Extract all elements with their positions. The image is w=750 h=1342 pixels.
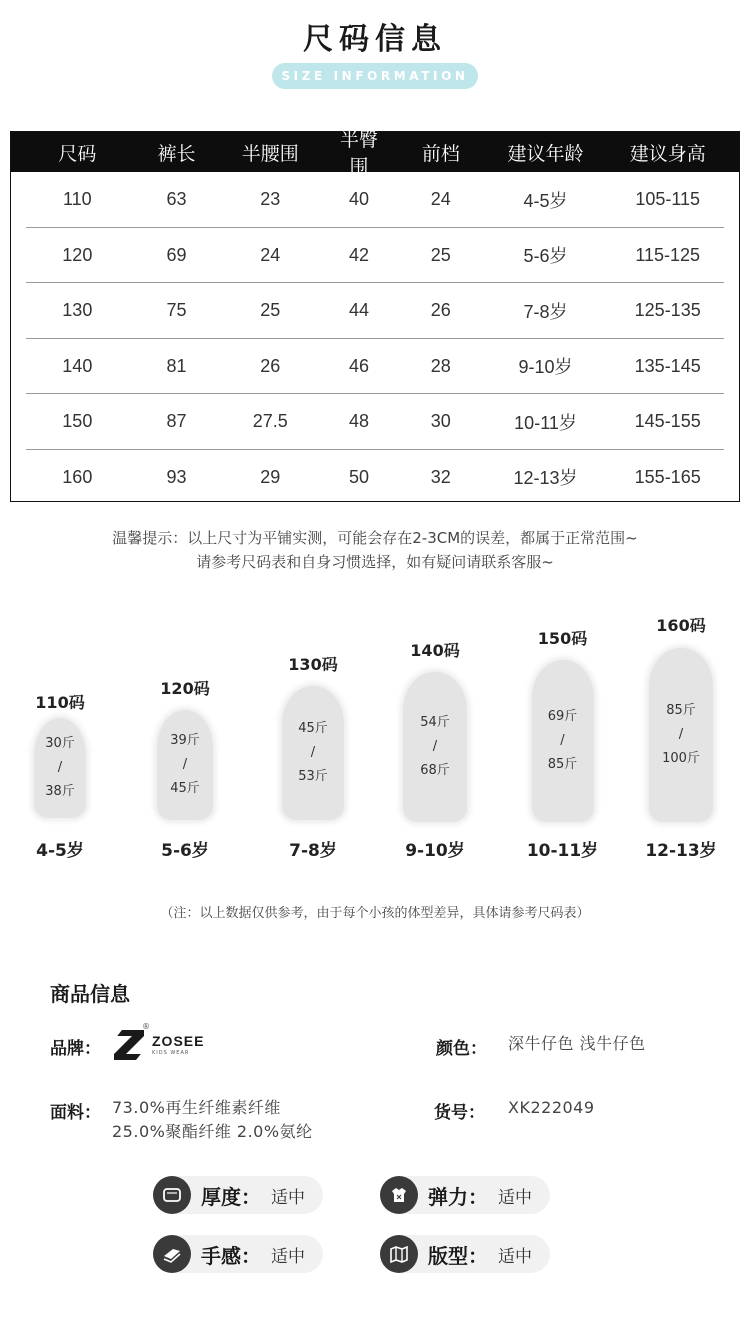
attribute-label: 版型：: [428, 1243, 488, 1268]
attribute-elasticity: [380, 1176, 550, 1214]
table-cell: 115-125: [635, 244, 701, 265]
color-value: 深牛仔色 浅牛仔色: [508, 1034, 646, 1053]
table-cell: 30: [430, 411, 451, 432]
figure-slash: /: [432, 739, 438, 754]
table-row: [11, 172, 739, 228]
header-cell-waist: 半腰围: [241, 142, 299, 165]
attribute-thickness: [153, 1176, 323, 1214]
sku-label: 货号：: [434, 1103, 485, 1123]
table-cell: 42: [349, 244, 370, 265]
brand-logo: [112, 1022, 222, 1066]
table-row: [11, 450, 739, 506]
table-cell: 28: [430, 355, 451, 376]
tip-line-1: 温馨提示：以上尺寸为平铺实测，可能会存在2-3CM的误差，都属于正常范围~: [112, 529, 638, 547]
figure-size-label: 150码: [537, 629, 588, 648]
table-cell: 160: [62, 466, 93, 487]
table-cell: 63: [166, 189, 187, 210]
table-cell: 81: [166, 355, 187, 376]
figure-slash: /: [560, 733, 565, 748]
table-cell: 24: [430, 189, 451, 210]
size-table: [10, 131, 740, 502]
figure-age-label: 5-6岁: [161, 841, 209, 861]
table-cell: 25: [260, 300, 281, 321]
figure-weight-max: 38斤: [45, 784, 75, 799]
table-cell: 140: [62, 355, 93, 376]
table-cell: 25: [430, 244, 451, 265]
table-cell: 125-135: [634, 300, 701, 321]
figure-slash: /: [678, 727, 684, 742]
reference-note: （注：以上数据仅供参考，由于每个小孩的体型差异，具体请参考尺码表）: [160, 906, 590, 921]
figure-age-label: 10-11岁: [526, 841, 599, 861]
header-cell-length: 裤长: [157, 142, 196, 165]
table-cell: 7-8岁: [523, 301, 568, 322]
attribute-value: 适中: [498, 1187, 532, 1208]
figure-weight-min: 30斤: [45, 736, 75, 751]
table-row: [11, 339, 739, 395]
attribute-fit: [380, 1235, 550, 1273]
table-cell: 4-5岁: [523, 190, 568, 211]
table-row: [11, 283, 739, 339]
header-cell-height: 建议身高: [629, 142, 706, 165]
figure-silhouette: [282, 686, 344, 820]
figure-size-label: 130码: [288, 655, 338, 674]
texture-icon: [153, 1235, 191, 1273]
figure-silhouette: [34, 718, 86, 818]
table-cell: 135-145: [634, 355, 701, 376]
table-cell: 26: [430, 300, 451, 321]
brand-subtitle: KIDS WEAR: [152, 1049, 190, 1056]
figure-weight-max: 68斤: [420, 763, 450, 778]
figure-weight-max: 85斤: [547, 757, 578, 772]
figure-weight-min: 69斤: [547, 709, 578, 724]
table-cell: 10-11岁: [514, 412, 577, 433]
table-cell: 69: [166, 244, 187, 265]
table-cell: 29: [260, 466, 281, 487]
subtitle-badge: SIZE INFORMATION: [272, 63, 478, 89]
figure-size-label: 160码: [656, 616, 706, 635]
figure-weight-min: 39斤: [170, 733, 200, 748]
registered-mark: ®: [142, 1022, 150, 1031]
table-cell: 50: [349, 466, 370, 487]
table-cell: 12-13岁: [513, 468, 578, 489]
table-cell: 130: [62, 300, 93, 321]
figure-slash: /: [182, 757, 188, 772]
figure-weight-min: 54斤: [420, 715, 450, 730]
table-cell: 150: [62, 411, 93, 432]
figure-slash: /: [310, 745, 316, 760]
table-cell: 48: [349, 411, 370, 432]
table-cell: 75: [166, 300, 187, 321]
table-cell: 145-155: [634, 411, 701, 432]
color-label: 颜色：: [436, 1039, 487, 1059]
table-row: [11, 228, 739, 284]
table-cell: 5-6岁: [523, 246, 568, 267]
header-cell-size: 尺码: [58, 142, 97, 165]
attribute-value: 适中: [498, 1246, 532, 1267]
table-cell: 26: [260, 355, 281, 376]
table-cell: 155-165: [634, 466, 701, 487]
elasticity-icon: [380, 1176, 418, 1214]
sku-value: XK222049: [508, 1098, 595, 1117]
brand-name: ZOSEE: [152, 1032, 205, 1049]
attribute-value: 适中: [271, 1246, 305, 1267]
table-cell: 27.5: [252, 411, 288, 432]
table-cell: 23: [260, 189, 281, 210]
attribute-label: 弹力：: [428, 1184, 488, 1209]
fabric-line-2: 25.0%聚酯纤维 2.0%氨纶: [112, 1122, 313, 1141]
figure-size-label: 120码: [160, 679, 210, 698]
figure-silhouette: [532, 660, 594, 822]
figure-age-label: 7-8岁: [289, 841, 337, 861]
figure-age-label: 9-10岁: [405, 841, 465, 861]
figure-age-label: 12-13岁: [645, 841, 717, 861]
figure-silhouette: [403, 672, 467, 822]
header-cell-age: 建议年龄: [507, 142, 584, 165]
table-cell: 87: [166, 411, 187, 432]
table-cell: 46: [349, 355, 370, 376]
figure-weight-min: 45斤: [298, 721, 328, 736]
thickness-icon: [153, 1176, 191, 1214]
attribute-label: 厚度：: [201, 1184, 261, 1209]
header-cell-hip: 半臀围: [340, 129, 379, 178]
figure-age-label: 4-5岁: [36, 841, 84, 861]
fabric-line-1: 73.0%再生纤维素纤维: [112, 1098, 281, 1117]
header-cell-rise: 前档: [421, 142, 460, 165]
table-cell: 110: [62, 189, 92, 210]
table-cell: 24: [260, 244, 281, 265]
figure-silhouette: [157, 710, 213, 820]
table-cell: 9-10岁: [518, 357, 573, 378]
table-cell: 105-115: [635, 189, 701, 210]
figure-slash: /: [57, 760, 63, 775]
table-cell: 40: [349, 189, 370, 210]
figure-weight-max: 100斤: [662, 751, 700, 766]
table-cell: 120: [62, 244, 93, 265]
figure-size-label: 140码: [410, 641, 460, 660]
page-title: 尺码信息: [303, 22, 447, 57]
table-cell: 93: [166, 466, 187, 487]
attribute-value: 适中: [271, 1187, 305, 1208]
brand-label: 品牌：: [50, 1039, 101, 1059]
figure-silhouette: [649, 648, 713, 822]
tip-line-2: 请参考尺码表和自身习惯选择，如有疑问请联系客服~: [196, 553, 554, 571]
product-info-title: 商品信息: [50, 982, 130, 1006]
figure-weight-max: 53斤: [298, 769, 328, 784]
table-cell: 44: [349, 300, 370, 321]
attribute-label: 手感：: [201, 1243, 261, 1268]
figure-weight-min: 85斤: [666, 703, 696, 718]
size-table-header: [11, 129, 739, 178]
figure-weight-max: 45斤: [170, 781, 200, 796]
figure-size-label: 110码: [35, 693, 85, 712]
zosee-logo-icon: [112, 1026, 146, 1062]
fabric-label: 面料：: [50, 1103, 101, 1123]
table-row: [11, 394, 739, 450]
attribute-texture: [153, 1235, 323, 1273]
table-cell: 32: [430, 466, 451, 487]
fit-icon: [380, 1235, 418, 1273]
